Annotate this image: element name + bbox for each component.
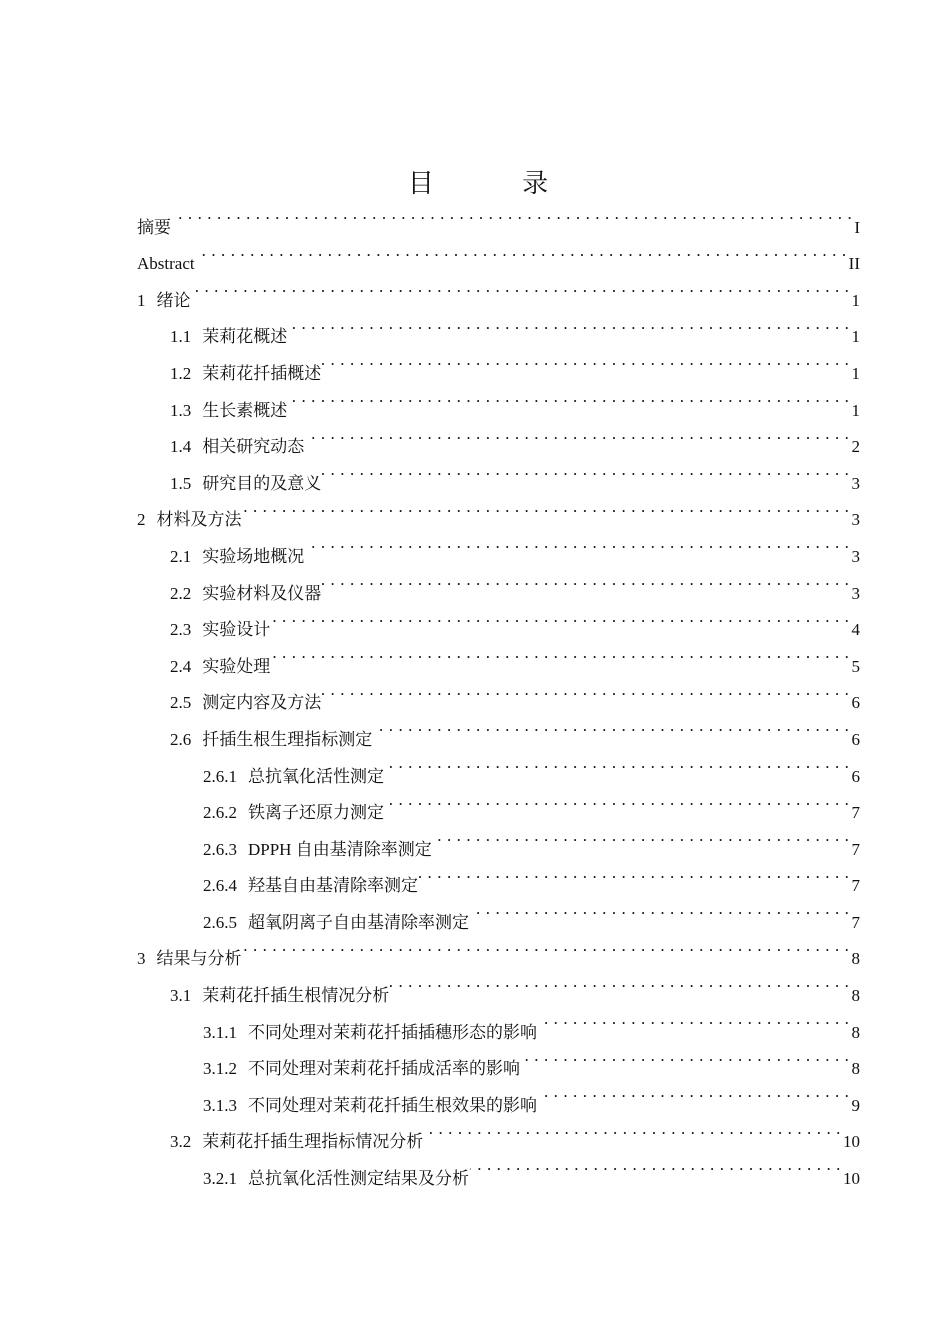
toc-entry-label: 茉莉花扦插生理指标情况分析 bbox=[202, 1132, 424, 1152]
toc-entry[interactable] bbox=[137, 818, 860, 859]
toc-entry-number: 1.1 bbox=[170, 327, 192, 347]
toc-entry-page-number: 6 bbox=[851, 729, 860, 749]
dot-leader bbox=[196, 233, 847, 270]
toc-entry-label: 超氧阴离子自由基清除率测定 bbox=[248, 912, 469, 932]
toc-entry-page-number: 7 bbox=[851, 839, 860, 859]
dot-leader bbox=[322, 452, 849, 489]
dot-leader bbox=[419, 855, 850, 892]
dot-leader bbox=[373, 708, 849, 745]
dot-leader bbox=[288, 379, 849, 416]
toc-entry-page-number: 5 bbox=[851, 656, 860, 676]
dot-leader bbox=[305, 416, 849, 453]
toc-entry-label: 生长素概述 bbox=[202, 400, 288, 420]
toc-entry-page-number: 6 bbox=[851, 693, 860, 713]
toc-entry-label: 羟基自由基清除率测定 bbox=[248, 876, 418, 896]
toc-entry-page-number: 7 bbox=[851, 803, 860, 823]
toc-entry-label: 研究目的及意义 bbox=[202, 473, 322, 493]
toc-entry-number: 3 bbox=[137, 949, 146, 969]
dot-leader bbox=[243, 489, 850, 526]
toc-entry-label: Abstract bbox=[137, 254, 195, 274]
toc-entry-page-number: 8 bbox=[851, 986, 860, 1006]
dot-leader bbox=[390, 964, 849, 1001]
toc-entry-label: 铁离子还原力测定 bbox=[248, 803, 384, 823]
toc-entry-page-number: I bbox=[854, 217, 860, 237]
toc-entry-label: 扦插生根生理指标测定 bbox=[202, 729, 373, 749]
toc-entry-page-number: 10 bbox=[843, 1169, 860, 1189]
toc-entry-label: 不同处理对茉莉花扦插生根效果的影响 bbox=[248, 1095, 537, 1115]
toc-entry-label: 材料及方法 bbox=[156, 510, 242, 530]
toc-entry-page-number: 1 bbox=[851, 400, 860, 420]
dot-leader bbox=[322, 342, 849, 379]
dot-leader bbox=[288, 306, 849, 343]
toc-entry-number: 3.2.1 bbox=[203, 1169, 237, 1189]
toc-entry-page-number: 3 bbox=[851, 583, 860, 603]
toc-entry-label: 茉莉花概述 bbox=[202, 327, 288, 347]
dot-leader bbox=[385, 782, 850, 819]
toc-entry-number: 1.5 bbox=[170, 473, 192, 493]
toc-entry[interactable] bbox=[137, 306, 860, 347]
toc-entry-label: 总抗氧化活性测定结果及分析 bbox=[248, 1169, 469, 1189]
toc-entry-page-number: 4 bbox=[851, 620, 860, 640]
dot-leader bbox=[470, 891, 850, 928]
toc-entry-label: 总抗氧化活性测定 bbox=[248, 766, 384, 786]
dot-leader bbox=[538, 1074, 850, 1111]
toc-entry[interactable] bbox=[137, 855, 860, 896]
toc-entry-page-number: 7 bbox=[851, 876, 860, 896]
dot-leader bbox=[271, 599, 849, 636]
toc-entry-label: 测定内容及方法 bbox=[202, 693, 322, 713]
toc-entry-number: 1.3 bbox=[170, 400, 192, 420]
toc-entry-label: 实验处理 bbox=[202, 656, 271, 676]
dot-leader bbox=[172, 196, 852, 233]
dot-leader bbox=[243, 928, 850, 965]
toc-entry-page-number: 9 bbox=[851, 1095, 860, 1115]
toc-entry-label: 结果与分析 bbox=[156, 949, 242, 969]
toc-entry-number: 2 bbox=[137, 510, 146, 530]
toc-entry-number: 2.4 bbox=[170, 656, 192, 676]
dot-leader bbox=[470, 1147, 841, 1184]
toc-entry-page-number: 8 bbox=[851, 1059, 860, 1079]
toc-entry-number: 2.1 bbox=[170, 546, 192, 566]
toc-entry-number: 2.6.5 bbox=[203, 912, 237, 932]
toc-entry[interactable] bbox=[137, 269, 860, 310]
dot-leader bbox=[424, 1111, 841, 1148]
toc-entry-label: 摘要 bbox=[137, 217, 171, 237]
toc-entry-label: 实验设计 bbox=[202, 620, 271, 640]
toc-entry-number: 1.4 bbox=[170, 437, 192, 457]
toc-entry-label: 实验材料及仪器 bbox=[202, 583, 322, 603]
page-title: 目 录 bbox=[407, 169, 589, 200]
toc-entry[interactable] bbox=[137, 964, 860, 1006]
toc-entry-page-number: 1 bbox=[851, 363, 860, 383]
toc-entry-number: 2.6 bbox=[170, 729, 192, 749]
toc-entry[interactable] bbox=[137, 233, 860, 274]
toc-entry-page-number: 1 bbox=[851, 327, 860, 347]
toc-entry-label: 不同处理对茉莉花扦插插穗形态的影响 bbox=[248, 1022, 537, 1042]
dot-leader bbox=[521, 1038, 850, 1075]
toc-entry-page-number: 8 bbox=[851, 1022, 860, 1042]
toc-entry-number: 2.2 bbox=[170, 583, 192, 603]
toc-entry-number: 2.6.1 bbox=[203, 766, 237, 786]
toc-entry-label: DPPH 自由基清除率测定 bbox=[248, 839, 432, 859]
toc-entry-page-number: 7 bbox=[851, 912, 860, 932]
toc-entry-page-number: 8 bbox=[851, 949, 860, 969]
toc-entry-number: 3.1.2 bbox=[203, 1059, 237, 1079]
dot-leader bbox=[192, 269, 850, 306]
toc-entry-number: 3.1.3 bbox=[203, 1095, 237, 1115]
toc-entry[interactable] bbox=[137, 782, 860, 823]
dot-leader bbox=[433, 818, 850, 855]
toc-entry-page-number: 2 bbox=[851, 437, 860, 457]
toc-entry-page-number: 6 bbox=[851, 766, 860, 786]
toc-entry[interactable] bbox=[137, 525, 860, 566]
toc-entry-page-number: 10 bbox=[843, 1132, 860, 1152]
toc-entry-page-number: 1 bbox=[851, 290, 860, 310]
toc-entry-label: 茉莉花扦插生根情况分析 bbox=[202, 986, 390, 1006]
toc-entry-label: 绪论 bbox=[156, 290, 191, 310]
toc-entry-page-number: II bbox=[848, 254, 860, 274]
dot-leader bbox=[538, 1001, 850, 1038]
dot-leader bbox=[385, 745, 850, 782]
toc-entry-page-number: 3 bbox=[851, 546, 860, 566]
toc-entry-number: 2.3 bbox=[170, 620, 192, 640]
toc-entry-number: 2.6.4 bbox=[203, 876, 237, 896]
toc-entry[interactable] bbox=[137, 928, 860, 969]
toc-entry-number: 2.5 bbox=[170, 693, 192, 713]
toc-entry-page-number: 3 bbox=[851, 473, 860, 493]
dot-leader bbox=[322, 672, 849, 709]
toc-entry-page-number: 3 bbox=[851, 510, 860, 530]
dot-leader bbox=[271, 635, 849, 672]
dot-leader bbox=[305, 525, 849, 562]
toc-entry-number: 3.1.1 bbox=[203, 1022, 237, 1042]
toc-entry[interactable] bbox=[137, 891, 860, 932]
table-of-contents bbox=[137, 196, 860, 1189]
toc-entry-number: 1.2 bbox=[170, 363, 192, 383]
toc-entry-number: 2.6.3 bbox=[203, 839, 237, 859]
dot-leader bbox=[322, 562, 849, 599]
toc-entry-number: 3.2 bbox=[170, 1132, 192, 1152]
toc-entry[interactable] bbox=[137, 1111, 860, 1152]
toc-entry-number: 1 bbox=[137, 290, 146, 310]
toc-entry-label: 相关研究动态 bbox=[202, 437, 305, 457]
toc-entry[interactable] bbox=[137, 489, 860, 530]
toc-entry-label: 实验场地概况 bbox=[202, 546, 305, 566]
toc-entry-label: 茉莉花扦插概述 bbox=[202, 363, 322, 383]
toc-entry-label: 不同处理对茉莉花扦插成活率的影响 bbox=[248, 1059, 520, 1079]
toc-entry[interactable] bbox=[137, 196, 860, 237]
toc-entry-number: 3.1 bbox=[170, 986, 192, 1006]
toc-entry-number: 2.6.2 bbox=[203, 803, 237, 823]
